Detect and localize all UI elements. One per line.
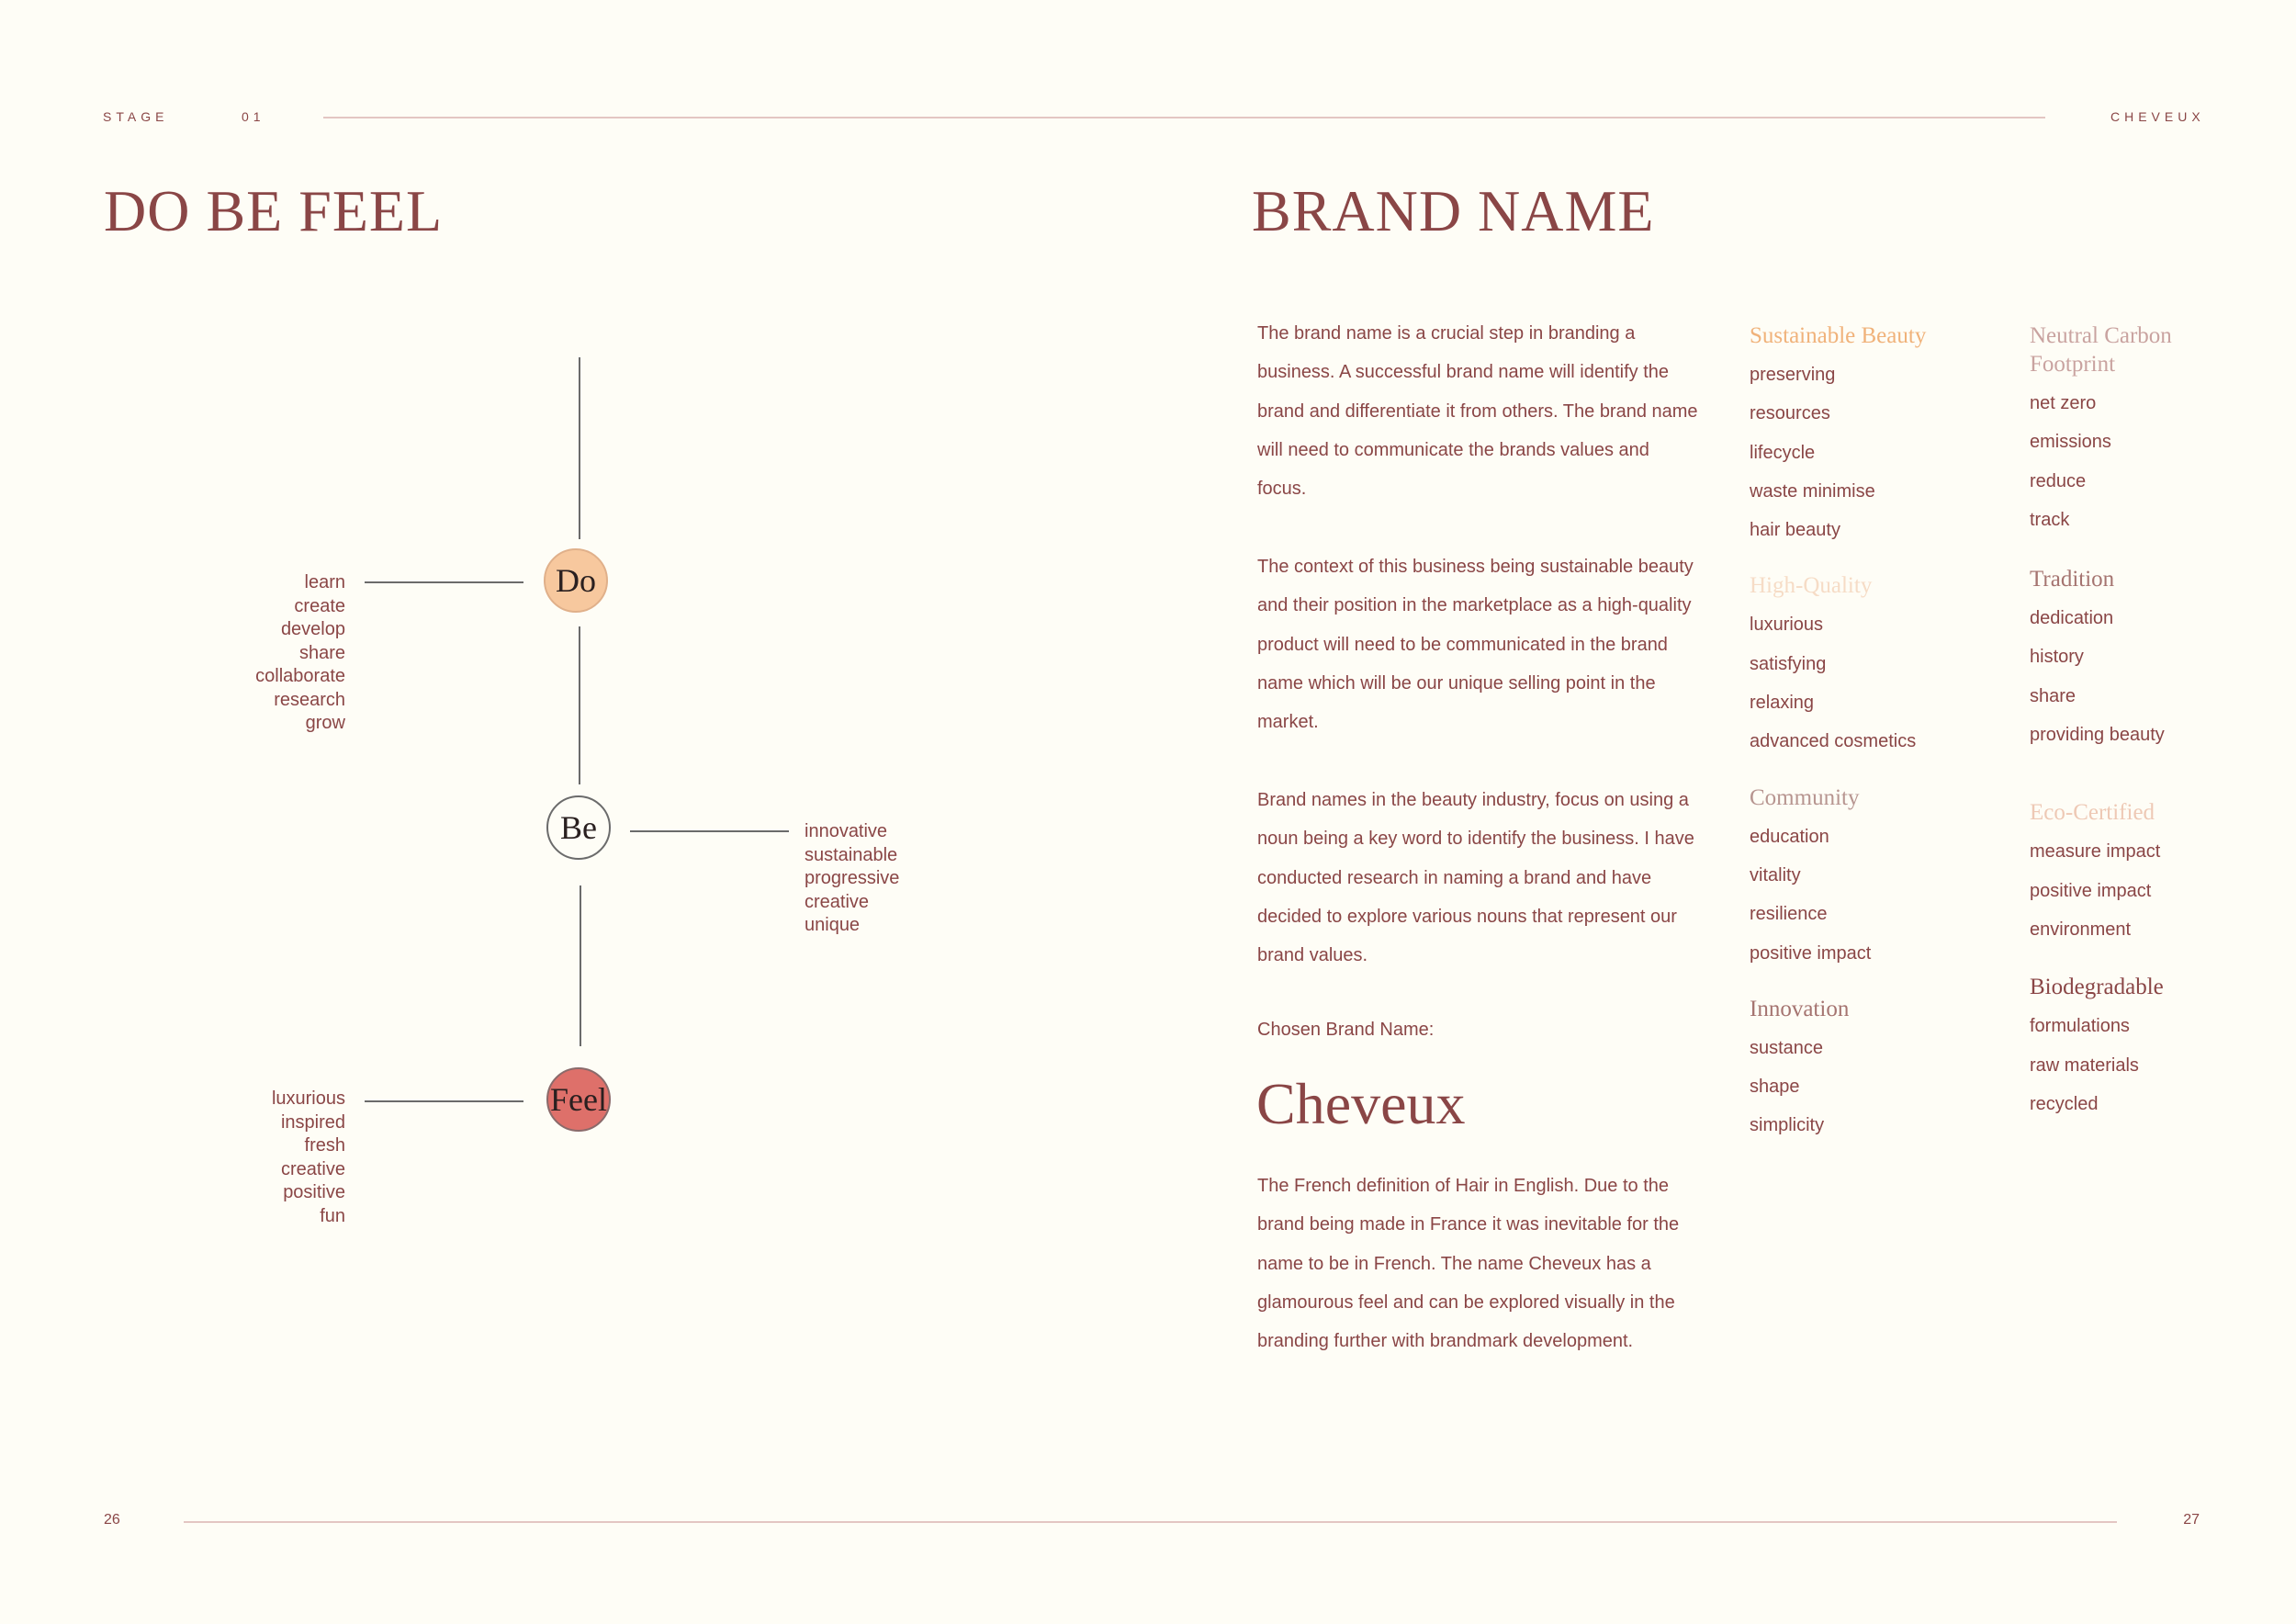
keyword-group	[2030, 798, 2268, 949]
stage-label: STAGE	[103, 109, 169, 124]
keyword-group	[1750, 784, 1988, 973]
keyword-group-heading: Biodegradable	[2030, 975, 2164, 1000]
keyword-item: simplicity	[1750, 1115, 1825, 1136]
be-word: sustainable	[805, 844, 898, 865]
keyword-group-heading: Sustainable Beauty	[1750, 323, 1927, 348]
brand-definition-paragraph: The French definition of Hair in English. Due to the brand being made in France it was inevitable for the name to be in French. The name Cheveux has a glamourous feel and can be explored visually in the branding further with brandmark development.	[1257, 1176, 1680, 1352]
keyword-item: recycled	[2030, 1093, 2099, 1114]
brand-context-paragraph: The context of this business being sustainable beauty and their position in the marketplace as a high-quality product will need to be communicated in the brand name which will be our unique selling point in the market.	[1257, 557, 1694, 733]
keyword-group	[2030, 973, 2268, 1123]
feel-word-list	[272, 1088, 345, 1228]
keyword-item: preserving	[1750, 365, 1836, 385]
keyword-item: vitality	[1750, 864, 1801, 885]
keyword-group-heading: Innovation	[1750, 996, 1850, 1021]
keyword-item: relaxing	[1750, 693, 1815, 714]
keyword-group-heading: Eco-Certified	[2030, 800, 2155, 826]
do-word: create	[294, 595, 345, 616]
keyword-item: positive impact	[1750, 942, 1872, 964]
keyword-item: luxurious	[1750, 615, 1824, 636]
do-word: grow	[305, 713, 345, 733]
diagram-axis-top	[579, 357, 580, 539]
do-word-list	[255, 571, 345, 736]
header-rule	[323, 117, 2045, 118]
keyword-item: raw materials	[2030, 1054, 2139, 1076]
be-word: progressive	[805, 868, 900, 888]
feel-word: fun	[320, 1205, 345, 1226]
footer-rule	[184, 1521, 2117, 1523]
keyword-item: waste minimise	[1750, 480, 1875, 502]
keyword-item: hair beauty	[1750, 520, 1840, 541]
feel-node	[546, 1067, 611, 1132]
brand-name-intro-paragraph: The brand name is a crucial step in branding a business. A successful brand name will identify the brand and differentiate it from others. The brand name will need to communicate the brands values and focus.	[1257, 323, 1698, 500]
feel-connector	[365, 1100, 523, 1102]
feel-word: inspired	[280, 1111, 345, 1133]
keyword-column-left	[1750, 321, 1988, 1145]
keyword-item: measure impact	[2030, 841, 2161, 863]
keyword-item: resilience	[1750, 904, 1828, 925]
keyword-item: sustance	[1750, 1037, 1824, 1058]
be-word: innovative	[805, 821, 888, 841]
keyword-item: dedication	[2030, 608, 2114, 629]
keyword-item: shape	[1750, 1077, 1800, 1098]
keyword-group-heading: Tradition	[2030, 567, 2115, 592]
keyword-item: advanced cosmetics	[1750, 731, 1917, 752]
do-node	[544, 548, 608, 613]
page-number-right: 27	[2183, 1512, 2200, 1528]
be-connector	[630, 830, 789, 832]
keyword-item: formulations	[2030, 1016, 2130, 1037]
keyword-item: resources	[1750, 403, 1830, 424]
feel-word: fresh	[304, 1135, 345, 1156]
keyword-item: positive impact	[2030, 880, 2152, 901]
header-brand-label: CHEVEUX	[2110, 109, 2205, 124]
keyword-column-right	[2030, 321, 2268, 1123]
feel-word: positive	[283, 1182, 345, 1202]
keyword-item: reduce	[2030, 470, 2087, 491]
keyword-item: satisfying	[1750, 653, 1827, 674]
keyword-group-heading: High-Quality	[1750, 573, 1873, 599]
keyword-item: providing beauty	[2030, 725, 2165, 746]
chosen-brand-name: Cheveux	[1256, 1071, 1466, 1136]
keyword-item: education	[1750, 826, 1829, 847]
be-word: unique	[805, 915, 861, 935]
keyword-item: lifecycle	[1750, 442, 1816, 463]
keyword-group	[1750, 571, 1988, 761]
do-word: learn	[304, 572, 345, 592]
do-word: develop	[280, 619, 345, 639]
keyword-group-heading: Community	[1750, 784, 1860, 810]
keyword-item: emissions	[2030, 432, 2111, 453]
keyword-group	[1750, 995, 1988, 1145]
keyword-item: track	[2030, 509, 2070, 530]
be-word-list	[805, 820, 899, 938]
be-node	[546, 795, 611, 860]
keyword-group	[2030, 565, 2268, 754]
do-node-label: Do	[556, 562, 596, 599]
feel-word: creative	[280, 1158, 345, 1179]
page-title-brand-name: BRAND NAME	[1252, 178, 1655, 243]
feel-word: luxurious	[271, 1088, 345, 1109]
do-word: research	[274, 689, 345, 710]
do-connector	[365, 581, 523, 583]
keyword-item: environment	[2030, 919, 2132, 940]
diagram-axis-bottom	[580, 885, 581, 1046]
chosen-brand-label: Chosen Brand Name:	[1257, 1020, 1435, 1040]
page-number-left: 26	[104, 1512, 120, 1528]
keyword-item: share	[2030, 685, 2077, 706]
diagram-axis-middle	[579, 626, 580, 784]
keyword-item: net zero	[2030, 393, 2097, 413]
keyword-item: history	[2030, 647, 2084, 668]
keyword-group	[2030, 321, 2268, 539]
feel-node-label: Feel	[550, 1081, 607, 1118]
be-word: creative	[805, 891, 870, 912]
stage-number: 01	[242, 109, 265, 124]
brand-research-paragraph: Brand names in the beauty industry, focus on using a noun being a key word to identify the business. I have conducted research in naming a brand and have decided to explore various nouns that represent our brand values.	[1257, 790, 1694, 966]
page-title-do-be-feel: DO BE FEEL	[104, 178, 444, 243]
do-word: share	[298, 642, 345, 663]
be-node-label: Be	[560, 809, 597, 846]
keyword-group-heading: Neutral Carbon Footprint	[2030, 323, 2172, 377]
keyword-group	[1750, 321, 1988, 549]
do-word: collaborate	[255, 666, 345, 686]
